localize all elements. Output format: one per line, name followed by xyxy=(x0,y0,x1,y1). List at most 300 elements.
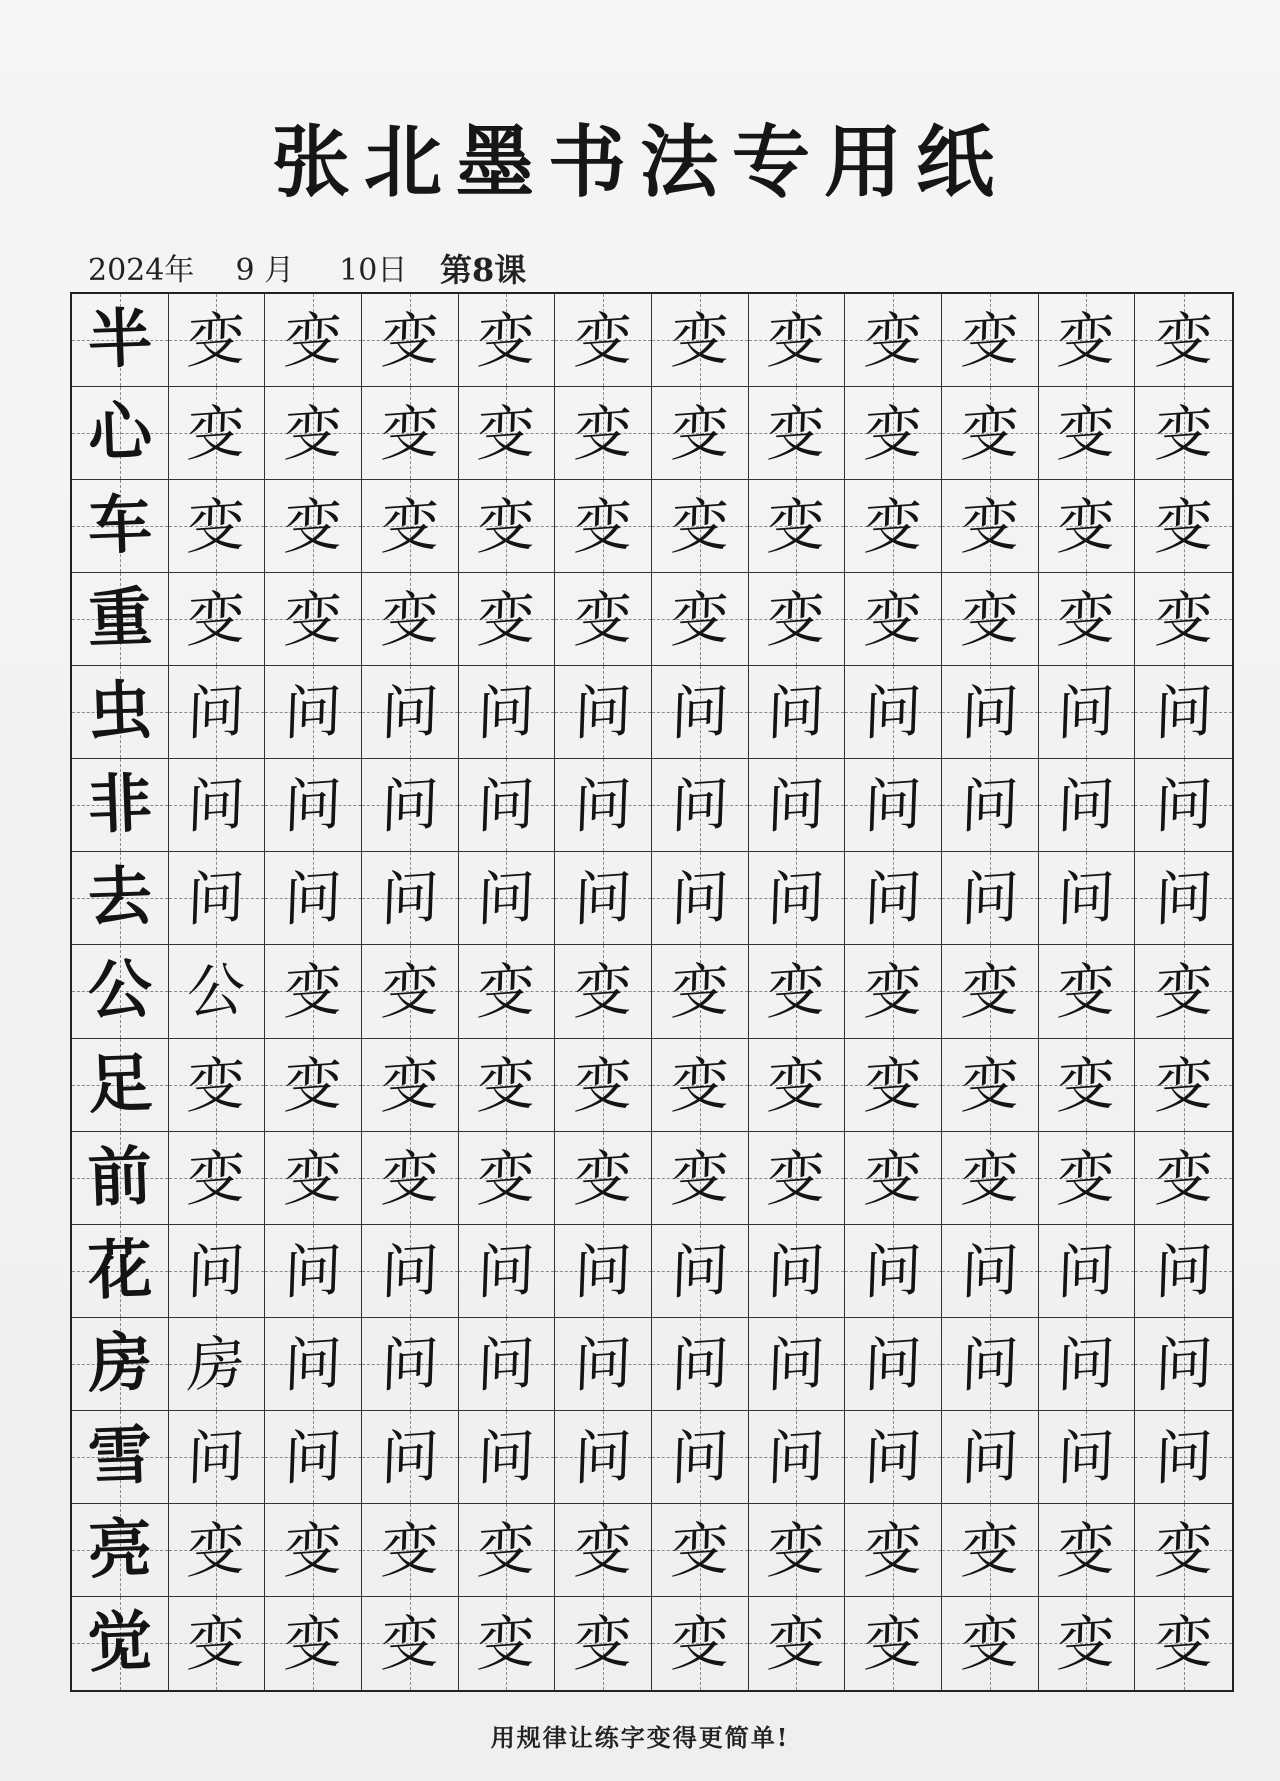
practice-character-cell xyxy=(265,1318,362,1411)
practice-character: 变 xyxy=(573,955,634,1028)
practice-character: 变 xyxy=(1153,955,1214,1028)
practice-character: 变 xyxy=(863,489,924,563)
practice-character-cell xyxy=(1039,1132,1136,1225)
practice-character: 变 xyxy=(379,1607,440,1680)
practice-character: 变 xyxy=(1153,303,1214,377)
practice-character: 问 xyxy=(1056,676,1117,749)
practice-character-cell xyxy=(749,1597,846,1690)
model-character-cell xyxy=(72,1411,169,1504)
practice-character: 变 xyxy=(766,583,827,656)
practice-character: 变 xyxy=(1153,1607,1214,1680)
practice-character: 问 xyxy=(766,676,827,749)
practice-character: 问 xyxy=(476,1327,537,1400)
practice-character-cell xyxy=(265,573,362,666)
practice-character: 问 xyxy=(283,862,344,935)
practice-character-cell xyxy=(555,1504,652,1597)
practice-character: 变 xyxy=(186,1607,247,1680)
practice-character: 变 xyxy=(959,396,1020,470)
practice-character-cell xyxy=(652,387,749,480)
practice-character-cell xyxy=(652,294,749,387)
practice-character-cell xyxy=(1135,1504,1232,1597)
model-character-cell xyxy=(72,666,169,759)
practice-character-cell xyxy=(459,1411,556,1504)
practice-character: 变 xyxy=(766,1141,827,1214)
practice-character-cell xyxy=(749,573,846,666)
practice-character-cell xyxy=(942,480,1039,573)
practice-character-cell xyxy=(749,945,846,1038)
practice-character-cell xyxy=(265,759,362,852)
practice-character: 问 xyxy=(959,769,1020,842)
practice-character-cell xyxy=(1039,666,1136,759)
model-character: 花 xyxy=(86,1231,154,1309)
practice-character-cell xyxy=(749,666,846,759)
practice-character-cell xyxy=(169,1132,266,1225)
model-character-cell xyxy=(72,852,169,945)
practice-character: 变 xyxy=(1153,583,1214,656)
practice-character: 问 xyxy=(959,862,1020,935)
practice-character-cell xyxy=(265,1039,362,1132)
practice-character-cell xyxy=(942,387,1039,480)
practice-character: 问 xyxy=(573,1234,634,1307)
practice-character: 问 xyxy=(959,1327,1020,1400)
model-character-cell xyxy=(72,1504,169,1597)
practice-character-cell xyxy=(845,945,942,1038)
practice-character-cell xyxy=(1039,480,1136,573)
practice-character: 变 xyxy=(669,1513,730,1587)
practice-character-cell xyxy=(265,1132,362,1225)
practice-character: 变 xyxy=(476,489,537,563)
practice-character-cell xyxy=(845,1039,942,1132)
practice-character: 变 xyxy=(476,396,537,470)
practice-character: 问 xyxy=(476,676,537,749)
practice-character: 变 xyxy=(476,1141,537,1214)
practice-character-cell xyxy=(942,759,1039,852)
practice-character-cell xyxy=(362,480,459,573)
practice-character-cell xyxy=(555,1411,652,1504)
practice-character: 问 xyxy=(959,1234,1020,1307)
practice-character: 变 xyxy=(573,583,634,656)
practice-character-cell xyxy=(555,1318,652,1411)
page-title: 张北墨书法专用纸 xyxy=(271,117,1008,208)
practice-character-cell xyxy=(169,573,266,666)
practice-character: 问 xyxy=(669,1234,730,1307)
practice-character-cell xyxy=(1135,480,1232,573)
practice-character: 变 xyxy=(1153,1513,1214,1587)
practice-character: 变 xyxy=(766,955,827,1028)
practice-character: 变 xyxy=(669,1141,730,1214)
practice-character-cell xyxy=(169,852,266,945)
practice-character: 变 xyxy=(186,1141,247,1214)
practice-character-cell xyxy=(1135,759,1232,852)
model-character-cell xyxy=(72,573,169,666)
practice-character-cell xyxy=(652,1039,749,1132)
practice-character: 变 xyxy=(863,1513,924,1587)
practice-character: 问 xyxy=(283,769,344,842)
practice-character: 问 xyxy=(573,676,634,749)
model-character: 虫 xyxy=(86,673,154,751)
model-character-cell xyxy=(72,1597,169,1690)
practice-character: 变 xyxy=(669,1048,730,1121)
practice-character: 变 xyxy=(186,1513,247,1587)
model-character: 足 xyxy=(86,1045,154,1123)
practice-character: 问 xyxy=(476,1420,537,1494)
practice-character-cell xyxy=(265,294,362,387)
practice-character: 变 xyxy=(283,583,344,656)
practice-character: 变 xyxy=(1056,955,1117,1028)
practice-character: 变 xyxy=(766,1513,827,1587)
practice-character: 变 xyxy=(1153,396,1214,470)
practice-character: 变 xyxy=(959,1141,1020,1214)
practice-character: 变 xyxy=(669,583,730,656)
practice-character: 问 xyxy=(766,769,827,842)
practice-character-cell xyxy=(265,666,362,759)
practice-character-cell xyxy=(652,573,749,666)
practice-character: 问 xyxy=(1153,1327,1214,1400)
practice-character-cell xyxy=(362,387,459,480)
practice-character-cell xyxy=(1039,1504,1136,1597)
practice-character: 问 xyxy=(863,1234,924,1307)
practice-character: 变 xyxy=(766,303,827,377)
practice-character: 变 xyxy=(283,396,344,470)
practice-character-cell xyxy=(555,1039,652,1132)
practice-character: 变 xyxy=(573,303,634,377)
practice-character-cell xyxy=(1135,294,1232,387)
practice-character: 变 xyxy=(669,489,730,563)
practice-character: 变 xyxy=(669,955,730,1028)
practice-character: 变 xyxy=(283,489,344,563)
practice-character-cell xyxy=(749,480,846,573)
practice-character-cell xyxy=(265,1411,362,1504)
practice-character-cell xyxy=(1039,759,1136,852)
practice-character: 问 xyxy=(283,676,344,749)
practice-character: 问 xyxy=(1056,769,1117,842)
practice-grid xyxy=(70,292,1234,1692)
practice-character-cell xyxy=(845,759,942,852)
practice-character-cell xyxy=(749,1132,846,1225)
practice-character-cell xyxy=(265,1504,362,1597)
practice-character-cell xyxy=(1135,1597,1232,1690)
practice-character-cell xyxy=(555,852,652,945)
practice-character-cell xyxy=(459,1132,556,1225)
model-character-cell xyxy=(72,480,169,573)
practice-character-cell xyxy=(1135,1225,1232,1318)
practice-character-cell xyxy=(845,1411,942,1504)
practice-character-cell xyxy=(459,852,556,945)
practice-character-cell xyxy=(1039,1039,1136,1132)
practice-character: 问 xyxy=(573,1327,634,1400)
practice-character-cell xyxy=(169,1039,266,1132)
practice-character: 变 xyxy=(573,1141,634,1214)
practice-character: 变 xyxy=(283,955,344,1028)
practice-character: 问 xyxy=(476,862,537,935)
practice-character: 问 xyxy=(863,1420,924,1494)
practice-character-cell xyxy=(845,573,942,666)
practice-character-cell xyxy=(942,1597,1039,1690)
practice-character-cell xyxy=(1135,1318,1232,1411)
practice-character-cell xyxy=(942,294,1039,387)
practice-character: 变 xyxy=(863,955,924,1028)
practice-character: 问 xyxy=(476,1234,537,1307)
practice-character-cell xyxy=(1039,1597,1136,1690)
practice-character-cell xyxy=(652,1411,749,1504)
practice-character-cell xyxy=(169,945,266,1038)
practice-character: 变 xyxy=(863,583,924,656)
model-character: 去 xyxy=(86,859,154,937)
practice-character-cell xyxy=(362,1318,459,1411)
practice-character: 问 xyxy=(1153,676,1214,749)
practice-character-cell xyxy=(652,480,749,573)
practice-character-cell xyxy=(362,1411,459,1504)
practice-character: 变 xyxy=(476,303,537,377)
practice-character-cell xyxy=(362,1597,459,1690)
practice-character-cell xyxy=(1039,945,1136,1038)
practice-character-cell xyxy=(652,759,749,852)
model-character-cell xyxy=(72,387,169,480)
date-day: 10日 xyxy=(339,253,408,288)
practice-character-cell xyxy=(169,480,266,573)
practice-character-cell xyxy=(1135,573,1232,666)
practice-character: 变 xyxy=(1056,1607,1117,1680)
practice-character-cell xyxy=(749,294,846,387)
practice-character: 变 xyxy=(959,489,1020,563)
practice-character: 变 xyxy=(283,1513,344,1587)
practice-character-cell xyxy=(459,1597,556,1690)
date-year: 2024年 xyxy=(88,253,195,288)
practice-character: 变 xyxy=(186,303,247,377)
practice-character: 变 xyxy=(379,955,440,1028)
practice-character: 问 xyxy=(476,769,537,842)
practice-character-cell xyxy=(459,294,556,387)
practice-character-cell xyxy=(1039,1411,1136,1504)
practice-character: 变 xyxy=(573,396,634,470)
practice-character-cell xyxy=(459,1225,556,1318)
practice-character: 变 xyxy=(573,489,634,563)
practice-character-cell xyxy=(749,1504,846,1597)
practice-character: 问 xyxy=(379,676,440,749)
practice-character-cell xyxy=(459,1039,556,1132)
practice-character: 变 xyxy=(1153,1141,1214,1214)
practice-character: 问 xyxy=(186,769,247,842)
practice-character-cell xyxy=(555,480,652,573)
practice-character-cell xyxy=(265,1225,362,1318)
practice-character-cell xyxy=(942,945,1039,1038)
practice-character-cell xyxy=(169,387,266,480)
model-character-cell xyxy=(72,1132,169,1225)
practice-character-cell xyxy=(749,1318,846,1411)
practice-character-cell xyxy=(845,1225,942,1318)
practice-character: 变 xyxy=(476,1607,537,1680)
practice-character-cell xyxy=(845,852,942,945)
practice-character-cell xyxy=(652,666,749,759)
practice-character-cell xyxy=(169,759,266,852)
practice-character-cell xyxy=(265,852,362,945)
practice-character-cell xyxy=(265,1597,362,1690)
practice-character: 问 xyxy=(1153,769,1214,842)
model-character: 雪 xyxy=(86,1417,154,1495)
practice-character: 公 xyxy=(186,955,247,1028)
practice-character-cell xyxy=(362,294,459,387)
practice-character-cell xyxy=(1135,666,1232,759)
footer-slogan: 用规律让练字变得更简单! xyxy=(490,1723,790,1752)
practice-character: 变 xyxy=(766,396,827,470)
practice-character: 问 xyxy=(863,676,924,749)
practice-character-cell xyxy=(459,945,556,1038)
practice-character-cell xyxy=(942,1132,1039,1225)
practice-character-cell xyxy=(942,1504,1039,1597)
practice-character: 问 xyxy=(1153,1234,1214,1307)
practice-character: 变 xyxy=(476,1513,537,1587)
practice-character-cell xyxy=(845,1132,942,1225)
model-character: 心 xyxy=(86,394,154,472)
practice-character-cell xyxy=(652,1225,749,1318)
practice-character-cell xyxy=(845,1504,942,1597)
practice-character-cell xyxy=(459,480,556,573)
practice-character: 变 xyxy=(573,1513,634,1587)
practice-character-cell xyxy=(749,759,846,852)
practice-character-cell xyxy=(459,1504,556,1597)
practice-character: 问 xyxy=(283,1327,344,1400)
practice-character-cell xyxy=(459,666,556,759)
practice-character: 问 xyxy=(1153,862,1214,935)
practice-character: 问 xyxy=(573,1420,634,1494)
practice-character-cell xyxy=(169,1318,266,1411)
practice-character: 变 xyxy=(863,396,924,470)
practice-character: 变 xyxy=(863,303,924,377)
practice-character-cell xyxy=(1039,573,1136,666)
practice-character-cell xyxy=(652,1504,749,1597)
practice-character: 变 xyxy=(669,396,730,470)
practice-character-cell xyxy=(555,945,652,1038)
practice-character-cell xyxy=(555,573,652,666)
practice-character: 问 xyxy=(379,1234,440,1307)
practice-character-cell xyxy=(362,852,459,945)
practice-character-cell xyxy=(942,573,1039,666)
practice-character: 房 xyxy=(186,1327,247,1400)
practice-character-cell xyxy=(749,852,846,945)
practice-character: 问 xyxy=(186,1420,247,1494)
practice-character: 变 xyxy=(573,1048,634,1121)
model-character: 公 xyxy=(86,952,154,1030)
practice-character: 变 xyxy=(379,489,440,563)
practice-character-cell xyxy=(555,1225,652,1318)
model-character-cell xyxy=(72,1225,169,1318)
practice-character-cell xyxy=(362,666,459,759)
practice-character-cell xyxy=(1135,1132,1232,1225)
practice-character: 变 xyxy=(669,1607,730,1680)
practice-character: 问 xyxy=(1153,1420,1214,1494)
practice-character: 变 xyxy=(186,489,247,563)
practice-character: 变 xyxy=(669,303,730,377)
model-character: 车 xyxy=(86,487,154,565)
practice-character-cell xyxy=(1135,1411,1232,1504)
practice-character: 变 xyxy=(476,583,537,656)
practice-character-cell xyxy=(749,1411,846,1504)
practice-character-cell xyxy=(362,1132,459,1225)
model-character: 房 xyxy=(86,1324,154,1402)
practice-character-cell xyxy=(1135,945,1232,1038)
practice-character: 问 xyxy=(573,862,634,935)
practice-character-cell xyxy=(942,852,1039,945)
model-character-cell xyxy=(72,1318,169,1411)
practice-character: 变 xyxy=(959,1048,1020,1121)
practice-character-cell xyxy=(942,1411,1039,1504)
practice-character-cell xyxy=(555,1132,652,1225)
practice-character: 变 xyxy=(1056,1048,1117,1121)
practice-character-cell xyxy=(845,480,942,573)
practice-character: 问 xyxy=(379,862,440,935)
practice-character: 变 xyxy=(379,1513,440,1587)
practice-character-cell xyxy=(169,1225,266,1318)
model-character-cell xyxy=(72,945,169,1038)
practice-character-cell xyxy=(1135,1039,1232,1132)
practice-character: 问 xyxy=(863,862,924,935)
practice-character: 变 xyxy=(283,1141,344,1214)
practice-character-cell xyxy=(169,1504,266,1597)
practice-character: 变 xyxy=(186,396,247,470)
practice-character: 问 xyxy=(863,1327,924,1400)
practice-character-cell xyxy=(362,945,459,1038)
practice-character: 变 xyxy=(766,489,827,563)
model-character-cell xyxy=(72,294,169,387)
practice-character: 变 xyxy=(863,1141,924,1214)
practice-character-cell xyxy=(845,294,942,387)
practice-character: 变 xyxy=(1056,1141,1117,1214)
practice-character-cell xyxy=(1039,852,1136,945)
practice-character: 问 xyxy=(186,676,247,749)
practice-character-cell xyxy=(459,1318,556,1411)
practice-character: 变 xyxy=(476,955,537,1028)
practice-character: 变 xyxy=(283,1607,344,1680)
practice-character: 变 xyxy=(766,1048,827,1121)
practice-character: 变 xyxy=(766,1607,827,1680)
model-character: 觉 xyxy=(86,1604,154,1682)
practice-character: 变 xyxy=(959,1513,1020,1587)
practice-character-cell xyxy=(362,573,459,666)
practice-character-cell xyxy=(1039,1225,1136,1318)
practice-character-cell xyxy=(1039,294,1136,387)
date-line xyxy=(88,245,407,289)
practice-character-cell xyxy=(942,1225,1039,1318)
practice-character-cell xyxy=(555,666,652,759)
practice-character: 变 xyxy=(959,955,1020,1028)
practice-character: 变 xyxy=(283,303,344,377)
practice-character: 变 xyxy=(379,583,440,656)
practice-character: 变 xyxy=(283,1048,344,1121)
practice-character: 问 xyxy=(1056,1327,1117,1400)
model-character: 亮 xyxy=(86,1510,154,1588)
practice-character: 变 xyxy=(1056,303,1117,377)
practice-character-cell xyxy=(1039,387,1136,480)
practice-character-cell xyxy=(1039,1318,1136,1411)
practice-character-cell xyxy=(845,387,942,480)
practice-character-cell xyxy=(749,1039,846,1132)
practice-character: 问 xyxy=(283,1234,344,1307)
practice-character-cell xyxy=(845,666,942,759)
practice-character: 问 xyxy=(766,1327,827,1400)
practice-character-cell xyxy=(1135,852,1232,945)
practice-character-cell xyxy=(362,1504,459,1597)
model-character-cell xyxy=(72,759,169,852)
practice-character-cell xyxy=(555,759,652,852)
model-character: 半 xyxy=(86,300,154,379)
practice-character: 问 xyxy=(283,1420,344,1494)
practice-character-cell xyxy=(169,666,266,759)
practice-character: 变 xyxy=(1056,396,1117,470)
practice-character: 问 xyxy=(1056,862,1117,935)
practice-character-cell xyxy=(459,573,556,666)
practice-character: 变 xyxy=(863,1607,924,1680)
practice-character: 变 xyxy=(1153,1048,1214,1121)
